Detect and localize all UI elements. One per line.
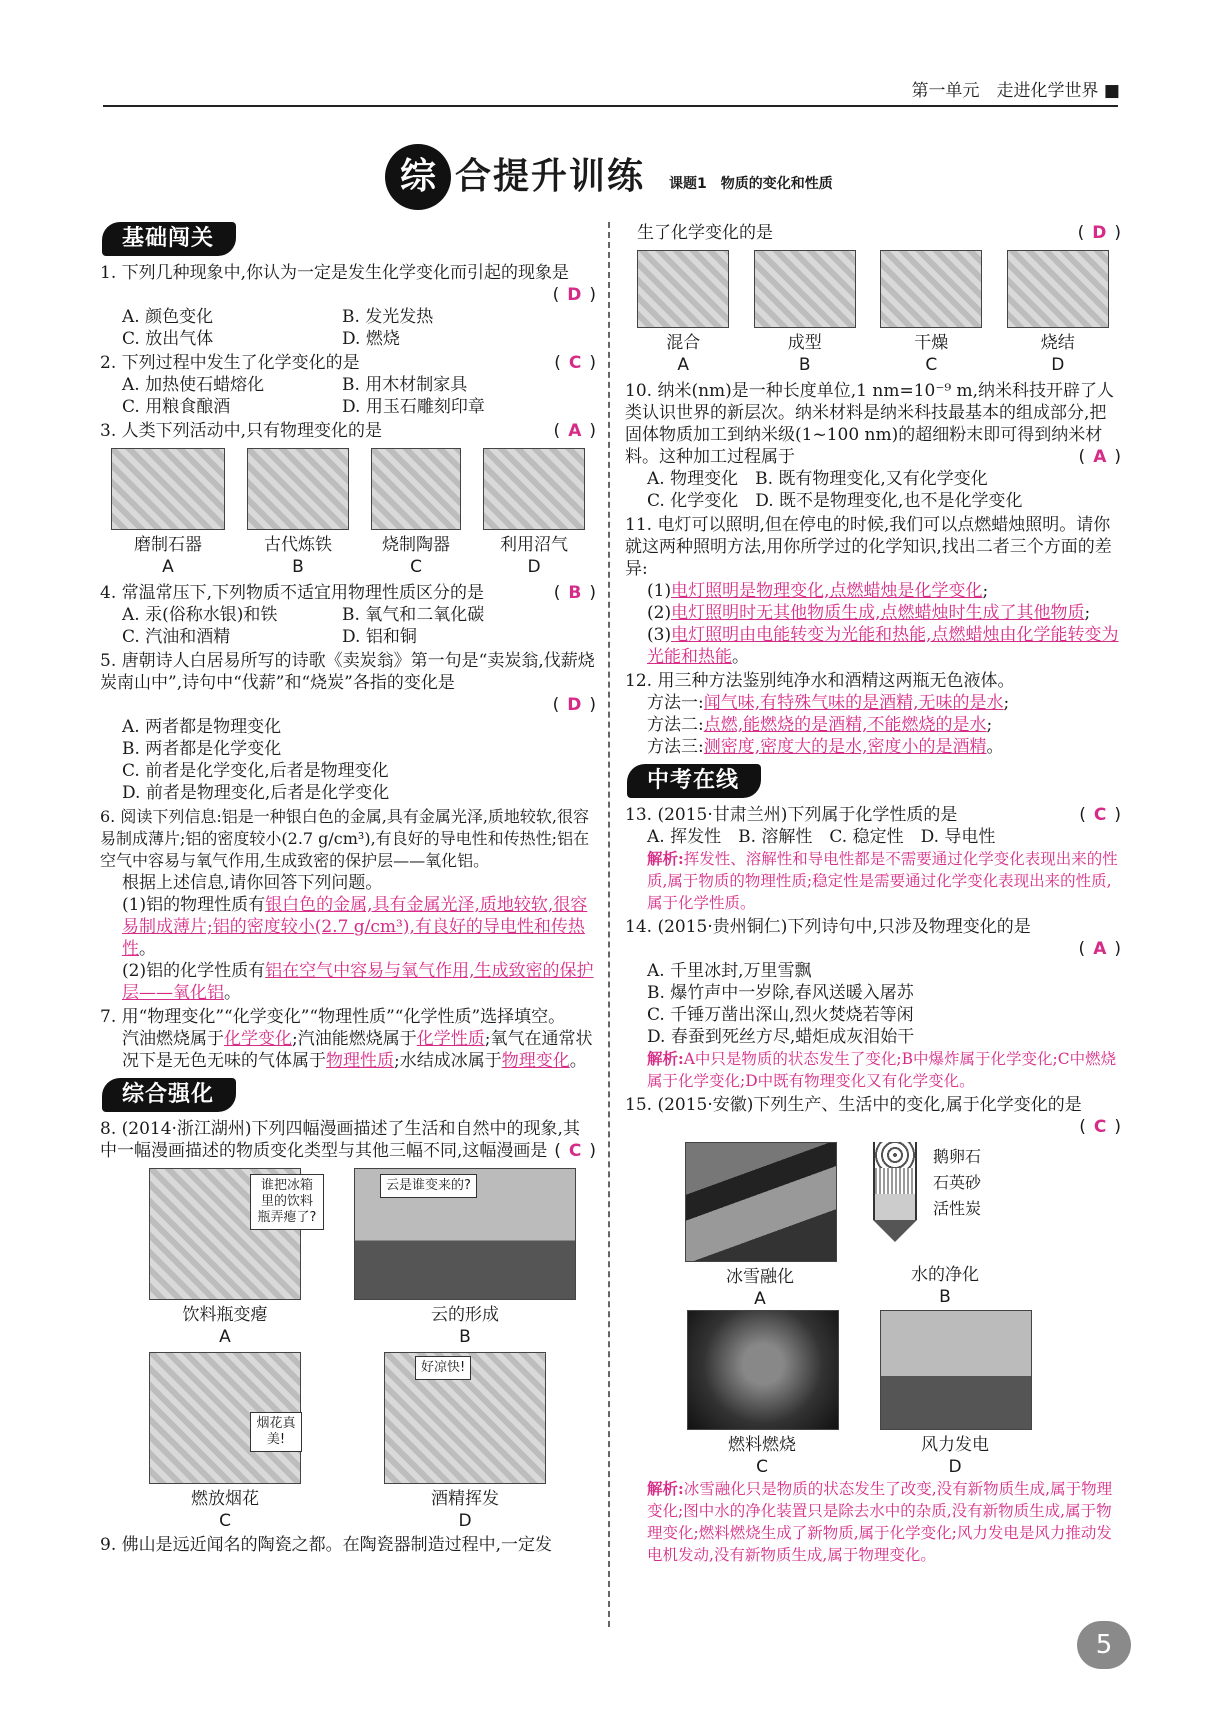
wind-power-image: [880, 1310, 1032, 1430]
q3-option-b: 古代炼铁 B: [247, 448, 349, 578]
q8-option-b: 云是谁变来的? 云的形成 B: [350, 1168, 580, 1348]
quartz-layer: [873, 1168, 917, 1194]
q8-option-a: 谁把冰箱里的饮料瓶弄瘪了? 饮料瓶变瘪 A: [140, 1168, 310, 1348]
page-number: 5: [1077, 1621, 1131, 1669]
section-strengthen: 综合强化: [102, 1078, 236, 1112]
q8-cartoons: [100, 1162, 596, 1532]
question-11: 11. 电灯可以照明,但在停电的时候,我们可以点燃蜡烛照明。请你就这两种照明方法,用你所学过的化学知识,找出二者三个方面的差异: (1)电灯照明是物理变化,点燃蜡烛是化学变化; (2)电灯照明时无其他物质生成,点燃蜡烛时生成了其他物质; (3)电灯照明由电能转变为光能和热能,点燃蜡烛由化学能转变为光能和热能。: [625, 515, 1119, 667]
funnel-tip: [873, 1220, 917, 1242]
ice-melting-image: [685, 1142, 837, 1262]
question-8: 8. (2014·浙江湖州)下列四幅漫画描述了生活和自然中的现象,其中一幅漫画描述的物质变化类型与其他三幅不同,这幅漫画是 ( C ) 谁把冰箱里的饮料瓶弄瘪了? 饮料瓶变瘪 A 云是谁变来的? 云的形成 B 烟花真美! 燃放烟花 C 好凉快! 酒精挥发 D: [100, 1119, 596, 1531]
q12-method-3: 测密度,密度大的是水,密度小的是酒精: [703, 737, 987, 757]
q15-analysis: 解析:冰雪融化只是物质的状态发生了改变,没有新物质生成,属于物理变化;图中水的净化装置只是除去水中的杂质,没有新物质生成,属于物理变化;燃料燃烧生成了新物质,属于化学变化;风力发电是风力推动发电机发动,没有新物质生成,属于物理变化。: [647, 1479, 1113, 1564]
q11-answer-1: 电灯照明是物理变化,点燃蜡烛是化学变化: [671, 581, 983, 601]
stone-tool-image: [111, 448, 225, 530]
question-12: 12. 用三种方法鉴别纯净水和酒精这两瓶无色液体。 方法一:闻气味,有特殊气味的是酒精,无味的是水; 方法二:点燃,能燃烧的是酒精,不能燃烧的是水; 方法三:测密度,密度大的是水,密度小的是酒精。: [625, 671, 1015, 757]
shaping-image: [754, 250, 856, 328]
mixing-image: [637, 250, 729, 328]
filter-label-carbon: 活性炭: [933, 1199, 982, 1218]
q8-option-c: 烟花真美! 燃放烟花 C: [140, 1352, 310, 1532]
unit-header: 第一单元 走进化学世界 ■: [911, 81, 1120, 101]
q15-option-c: 燃料燃烧 C: [687, 1310, 837, 1478]
water-filter-diagram: [865, 1142, 1025, 1260]
q15-option-d: 风力发电 D: [880, 1310, 1030, 1478]
answer-15: ( C ): [1079, 1117, 1121, 1137]
question-13: 13. (2015·甘肃兰州)下列属于化学性质的是 ( C ) A. 挥发性 B. 溶解性 C. 稳定性 D. 导电性 解析:挥发性、溶解性和导电性都是不需要通过化学变化表现出来的性质,属于物质的物理性质;稳定性是需要通过化学变化表现出来的性质,属于化学性质。: [625, 805, 1121, 912]
q11-answer-2: 电灯照明时无其他物质生成,点燃蜡烛时生成了其他物质: [671, 603, 1085, 623]
q12-method-2: 点燃,能燃烧的是酒精,不能燃烧的是水: [703, 715, 987, 735]
q9-option-d: 烧结 D: [1007, 250, 1109, 376]
drying-image: [880, 250, 982, 328]
left-column: [100, 222, 596, 1558]
question-3: 3. 人类下列活动中,只有物理变化的是 ( A ) 磨制石器 A 古代炼铁 B 烧制陶器 C 利用沼气 D: [100, 421, 596, 577]
q9-option-c: 干燥 C: [880, 250, 982, 376]
section-exam: 中考在线: [627, 764, 761, 798]
question-7: 7. 用“物理变化”“化学变化”“物理性质”“化学性质”选择填空。 汽油燃烧属于化学变化;汽油能燃烧属于化学性质;氧气在通常状况下是无色无味的气体属于物理性质;水结成冰属于物理变化。: [100, 1007, 593, 1071]
question-6: 6. 阅读下列信息:铝是一种银白色的金属,具有金属光泽,质地较软,很容易制成薄片;铝的密度较小(2.7 g/cm³),有良好的导电性和传热性;铝在空气中容易与氧气作用,生成致密的保护层——氧化铝。 根据上述信息,请你回答下列问题。 (1)铝的物理性质有银白色的金属,具有金属光泽,质地较软,很容易制成薄片;铝的密度较小(2.7 g/cm³),有良好的导电性和传热性。 (2)铝的化学性质有铝在空气中容易与氧气作用,生成致密的保护层——氧化铝。: [100, 807, 594, 1003]
q3-option-a: 磨制石器 A: [111, 448, 225, 578]
q7-blank-4: 物理变化: [501, 1051, 570, 1071]
q7-blank-1: 化学变化: [224, 1029, 292, 1049]
q7-blank-2: 化学性质: [416, 1029, 485, 1049]
q6-answer-1: 银白色的金属,具有金属光泽,质地较软,很容易制成薄片;铝的密度较小(2.7 g/cm³),有良好的导电性和传热性: [122, 895, 588, 959]
answer-4: ( B ): [553, 583, 596, 603]
q6-answer-2: 铝在空气中容易与氧气作用,生成致密的保护层——氧化铝: [122, 961, 594, 1003]
q7-blank-3: 物理性质: [326, 1051, 394, 1071]
q3-option-c: 烧制陶器 C: [371, 448, 461, 578]
q8-option-d: 好凉快! 酒精挥发 D: [365, 1352, 565, 1532]
q11-answer-3: 电灯照明由电能转变为光能和热能,点燃蜡烛由化学能转变为光能和热能: [647, 625, 1119, 667]
page-title: [385, 145, 833, 209]
answer-3: ( A ): [553, 421, 596, 441]
q13-analysis: 解析:挥发性、溶解性和导电性都是不需要通过化学变化表现出来的性质,属于物质的物理性质;稳定性是需要通过化学变化表现出来的性质,属于化学性质。: [647, 849, 1118, 912]
answer-2: ( C ): [554, 353, 596, 373]
question-9-start: 9. 佛山是远近闻名的陶瓷之都。在陶瓷器制造过程中,一定发: [100, 1535, 553, 1555]
q15-option-a: 冰雪融化 A: [685, 1142, 835, 1310]
firing-image: [1007, 250, 1109, 328]
answer-9: ( D ): [1077, 223, 1121, 243]
iron-smelting-image: [247, 448, 349, 530]
fuel-burning-image: [687, 1310, 839, 1430]
question-5: 5. 唐朝诗人白居易所写的诗歌《卖炭翁》第一句是“卖炭翁,伐薪烧炭南山中”,诗句中“伐薪”和“烧炭”各指的变化是 ( D ) A. 两者都是物理变化 B. 两者都是化学变化 C. 前者是化学变化,后者是物理变化 D. 前者是物理变化,后者是化学变化: [100, 651, 596, 803]
header-rule: [103, 105, 1118, 107]
q3-option-d: 利用沼气 D: [483, 448, 585, 578]
filter-label-pebbles: 鹅卵石: [933, 1147, 982, 1166]
question-1: 1. 下列几种现象中,你认为一定是发生化学变化而引起的现象是 ( D ) A. 颜色变化 B. 发光发热 C. 放出气体 D. 燃烧: [100, 263, 596, 349]
q9-option-b: 成型 B: [754, 250, 856, 376]
section-basic: 基础闯关: [102, 222, 236, 256]
pebble-layer: [873, 1142, 917, 1168]
question-2: 2. 下列过程中发生了化学变化的是 ( C ) A. 加热使石蜡熔化 B. 用木材制家具 C. 用粮食酿酒 D. 用玉石雕刻印章: [100, 353, 596, 417]
question-4: 4. 常温常压下,下列物质不适宜用物理性质区分的是 ( B ) A. 汞(俗称水银)和铁 B. 氧气和二氧化碳 C. 汽油和酒精 D. 铝和铜: [100, 583, 596, 647]
q14-analysis: 解析:A中只是物质的状态发生了变化;B中爆炸属于化学变化;C中燃烧属于化学变化;D中既有物理变化又有化学变化。: [647, 1049, 1117, 1090]
question-10: 10. 纳米(nm)是一种长度单位,1 nm=10⁻⁹ m,纳米科技开辟了人类认识世界的新层次。纳米材料是纳米科技最基本的组成部分,把固体物质加工到纳米级(1~100 nm)的超细粉末即可得到纳米材料。这种加工过程属于 ( A ) A. 物理变化 B. 既有物理变化,又有化学变化 C. 化学变化 D. 既不是物理变化,也不是化学变化: [625, 381, 1121, 511]
title-first-char: 综: [385, 144, 451, 210]
lesson-title: 课题1 物质的变化和性质: [669, 176, 833, 192]
q12-method-1: 闻气味,有特殊气味的是酒精,无味的是水: [703, 693, 1004, 713]
q15-images: [625, 1138, 1121, 1478]
biogas-image: [483, 448, 585, 530]
q9-option-a: 混合 A: [637, 250, 729, 376]
filter-label-sand: 石英砂: [933, 1173, 982, 1192]
question-9-cont: 生了化学变化的是 ( D ) 混合 A 成型 B 干燥 C 烧结 D: [637, 223, 1121, 375]
right-column: [625, 222, 1121, 1568]
q15-option-b: 鹅卵石 石英砂 活性炭 水的净化 B: [865, 1142, 1025, 1308]
answer-5: ( D ): [552, 695, 596, 715]
carbon-layer: [873, 1194, 917, 1220]
question-14: 14. (2015·贵州铜仁)下列诗句中,只涉及物理变化的是 ( A ) A. 千里冰封,万里雪飘 B. 爆竹声中一岁除,春风送暖入屠苏 C. 千锤万凿出深山,烈火焚烧若等闲 D. 春蚕到死丝方尽,蜡炬成灰泪始干 解析:A中只是物质的状态发生了变化;B中爆炸属于化学变化;C中燃烧属于化学变化;D中既有物理变化又有化学变化。: [625, 917, 1121, 1090]
answer-1: ( D ): [552, 285, 596, 305]
column-divider: [608, 222, 610, 1627]
answer-14: ( A ): [1078, 939, 1121, 959]
pottery-image: [371, 448, 461, 530]
answer-8: ( C ): [554, 1141, 596, 1161]
answer-13: ( C ): [1079, 805, 1121, 825]
question-15: 15. (2015·安徽)下列生产、生活中的变化,属于化学变化的是 ( C ) 冰雪融化 A 鹅卵石 石英砂 活性炭 水的净化 B 燃料燃烧 C 风力发电 D 解析:冰雪融化只是物质的状态发生了改变,没有新物质生成,属于物理变化;图中水的净化装置只是除去水中的杂质,没有新物质生成,属于物理变化;燃料燃烧生成了新物质,属于化学变化;风力发电是风力推动发电机发动,没有新物质生成,属于物理变化。: [625, 1095, 1121, 1564]
answer-10: ( A ): [1078, 447, 1121, 467]
title-rest: 合提升训练: [455, 156, 646, 197]
